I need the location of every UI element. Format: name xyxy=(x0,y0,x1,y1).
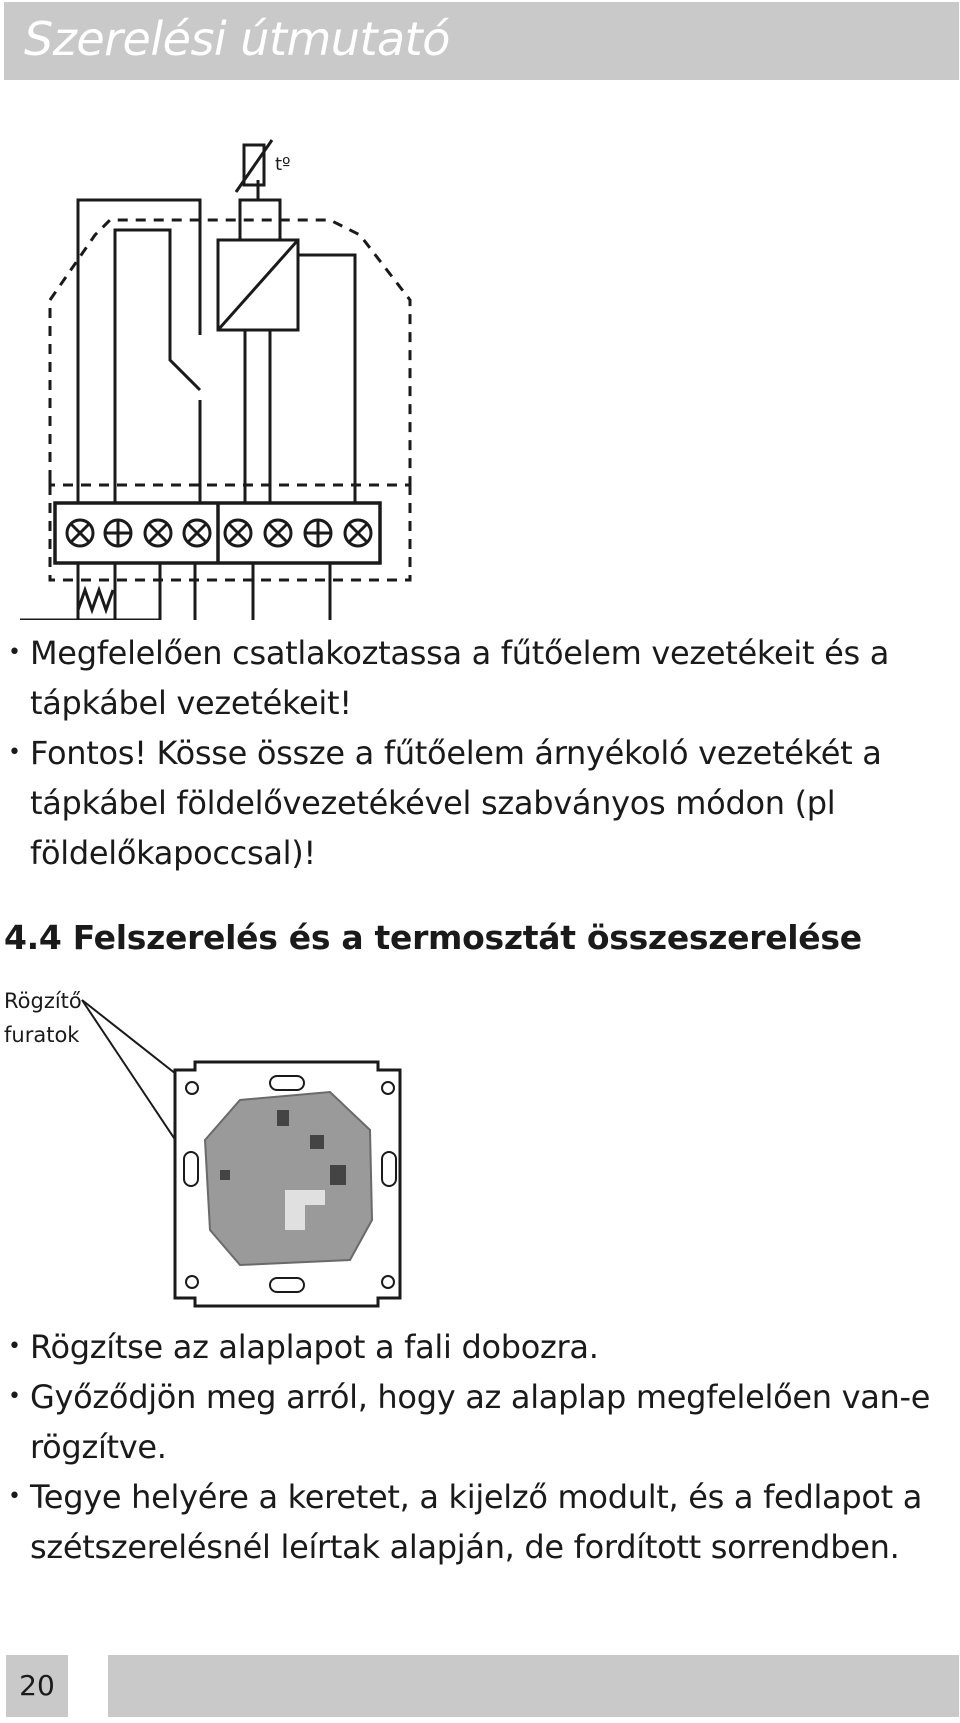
thermistor-icon xyxy=(236,140,272,192)
wire-switch xyxy=(115,230,200,503)
list-item: • Tegye helyére a keretet, a kijelző modult, és a fedlapot a szétszerelésnél leírtak alapján, de fordított sorrendben. xyxy=(8,1478,923,1566)
page-number: 20 xyxy=(19,1669,55,1702)
header-bar xyxy=(4,2,959,80)
heater-icon xyxy=(78,590,113,610)
list-item: • Fontos! Kösse össze a fűtőelem árnyékoló vezetékét a tápkábel földelővezetékével szabványos módon (pl földelőkapoccsal)! xyxy=(8,734,882,872)
section-heading: 4.4 Felszerelés és a termosztát összeszerelése xyxy=(4,918,862,957)
footer-bar xyxy=(108,1655,959,1717)
callout-line-1: Rögzítő xyxy=(4,989,82,1013)
mounting-plate-illustration xyxy=(0,980,960,1320)
instructions-list-top xyxy=(0,628,920,878)
wiring-diagram xyxy=(0,100,960,620)
wire-n xyxy=(78,200,200,503)
list-item: • Győződjön meg arról, hogy az alaplap megfelelően van-e rögzítve. xyxy=(8,1378,931,1466)
supply-wire xyxy=(20,563,195,620)
page-number-box xyxy=(6,1655,68,1717)
callout-line-2: furatok xyxy=(4,1023,80,1047)
page-title: Szerelési útmutató xyxy=(24,12,450,66)
list-item: • Megfelelően csatlakoztassa a fűtőelem vezetékeit és a tápkábel vezetékeit! xyxy=(8,634,890,722)
instructions-list-bottom xyxy=(0,1322,940,1572)
list-item: • Rögzítse az alaplapot a fali dobozra. xyxy=(8,1328,599,1366)
temp-label: tº xyxy=(275,154,291,175)
